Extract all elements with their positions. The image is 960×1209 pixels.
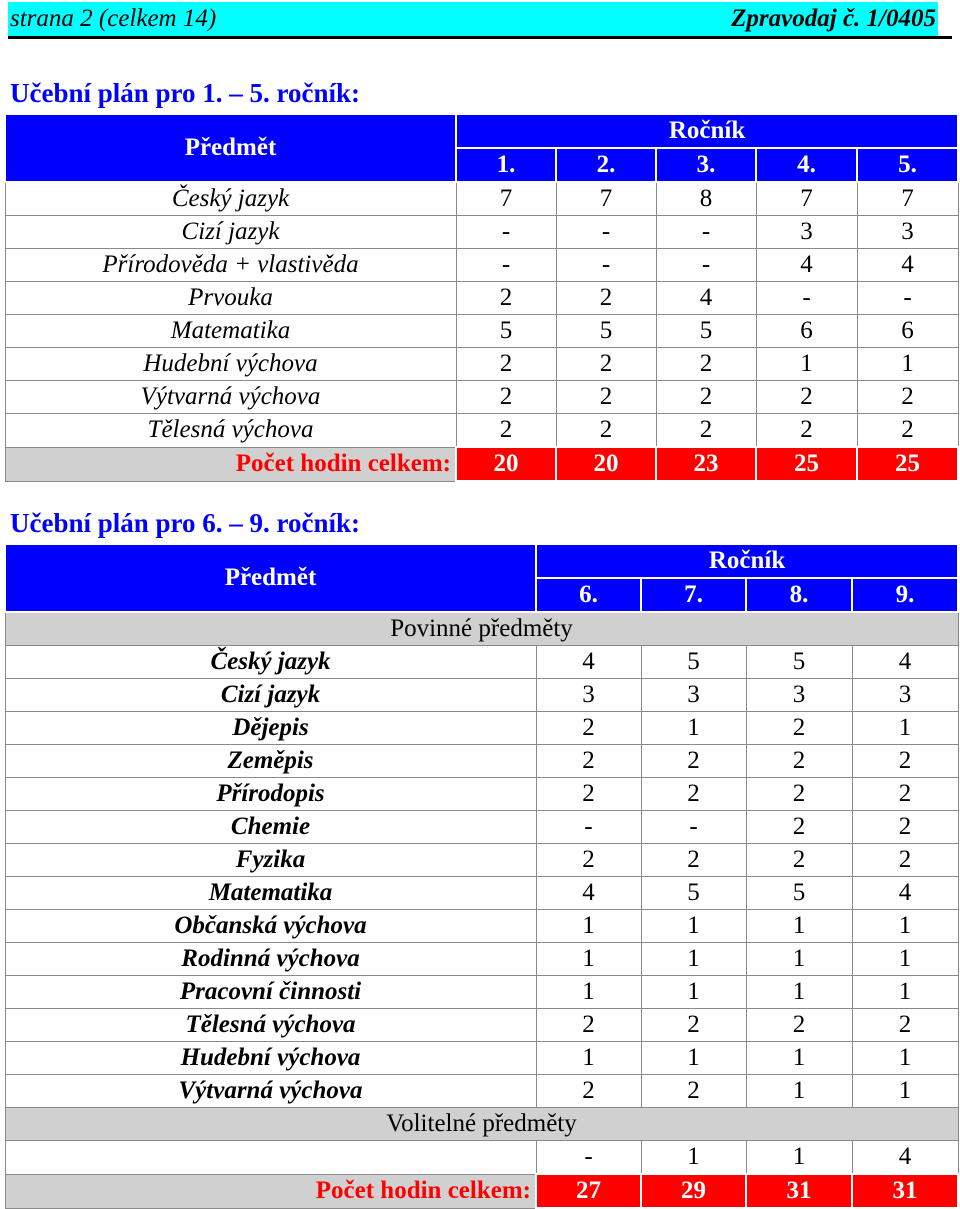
hours-cell: 6	[756, 315, 857, 348]
table-row	[5, 844, 958, 877]
hours-cell: 1	[746, 943, 852, 976]
table-row	[5, 976, 958, 1009]
table-row	[5, 910, 958, 943]
plan1-title: Učební plán pro 1. – 5. ročník:	[10, 78, 361, 108]
total-cell: 25	[756, 447, 857, 481]
hours-cell: 7	[556, 182, 656, 216]
hours-cell: 2	[852, 844, 958, 877]
total-cell: 25	[857, 447, 958, 481]
page-number: strana 2 (celkem 14)	[10, 5, 217, 32]
grade-group-header: Ročník	[456, 114, 958, 148]
mandatory-section-label: Povinné předměty	[5, 612, 958, 646]
hours-cell: 1	[852, 943, 958, 976]
hours-cell: 2	[857, 381, 958, 414]
hours-cell: 7	[456, 182, 556, 216]
hours-cell: 1	[746, 910, 852, 943]
hours-cell: 2	[656, 348, 756, 381]
header-row	[5, 114, 958, 148]
table-row	[5, 1009, 958, 1042]
subject-name: Zeměpis	[5, 745, 536, 778]
hours-cell: 2	[756, 414, 857, 448]
hours-cell: 1	[852, 976, 958, 1009]
header-row	[5, 544, 958, 578]
hours-cell: 2	[536, 844, 641, 877]
plan2-table	[4, 543, 959, 1209]
hours-cell: 5	[456, 315, 556, 348]
hours-cell: 2	[852, 1009, 958, 1042]
hours-cell: 2	[536, 712, 641, 745]
grade-column-header: 4.	[756, 148, 857, 182]
hours-cell: 4	[852, 646, 958, 679]
total-label: Počet hodin celkem:	[5, 447, 456, 481]
subject-name: Fyzika	[5, 844, 536, 877]
subject-name: Výtvarná výchova	[5, 381, 456, 414]
grade-column-header: 3.	[656, 148, 756, 182]
hours-cell: 2	[641, 778, 746, 811]
table-row	[5, 348, 958, 381]
hours-cell: -	[656, 249, 756, 282]
grade-column-header: 5.	[857, 148, 958, 182]
hours-cell: 1	[746, 1141, 852, 1175]
table-row	[5, 381, 958, 414]
hours-cell: 3	[852, 679, 958, 712]
subject-name: Chemie	[5, 811, 536, 844]
table-row	[5, 414, 958, 448]
hours-cell: 2	[641, 1009, 746, 1042]
hours-cell: 2	[556, 381, 656, 414]
hours-cell: 2	[746, 712, 852, 745]
elective-row	[5, 1141, 958, 1175]
hours-cell: 7	[857, 182, 958, 216]
hours-cell: 2	[852, 811, 958, 844]
elective-subject-cell	[5, 1141, 536, 1175]
hours-cell: 4	[536, 646, 641, 679]
hours-cell: 1	[641, 976, 746, 1009]
table-row	[5, 712, 958, 745]
table-row	[5, 1042, 958, 1075]
hours-cell: -	[857, 282, 958, 315]
hours-cell: 2	[536, 1075, 641, 1108]
hours-cell: 2	[556, 348, 656, 381]
hours-cell: 4	[852, 877, 958, 910]
subject-name: Občanská výchova	[5, 910, 536, 943]
grade-column-header: 8.	[746, 578, 852, 612]
table-row	[5, 315, 958, 348]
table-row	[5, 877, 958, 910]
hours-cell: 1	[641, 943, 746, 976]
hours-cell: 1	[857, 348, 958, 381]
plan2-title: Učební plán pro 6. – 9. ročník:	[10, 508, 361, 538]
total-cell: 27	[536, 1174, 641, 1208]
hours-cell: 2	[536, 778, 641, 811]
hours-cell: 4	[857, 249, 958, 282]
hours-cell: 1	[852, 1075, 958, 1108]
table-row	[5, 943, 958, 976]
hours-cell: 3	[746, 679, 852, 712]
hours-cell: 1	[641, 910, 746, 943]
section-row	[5, 612, 958, 646]
hours-cell: 2	[656, 381, 756, 414]
hours-cell: 1	[536, 976, 641, 1009]
total-cell: 29	[641, 1174, 746, 1208]
grade-column-header: 1.	[456, 148, 556, 182]
hours-cell: 2	[746, 844, 852, 877]
hours-cell: 2	[456, 282, 556, 315]
hours-cell: 1	[536, 910, 641, 943]
plan1-table	[4, 113, 959, 482]
hours-cell: 2	[641, 745, 746, 778]
header-rule	[938, 36, 952, 39]
total-cell: 23	[656, 447, 756, 481]
subject-name: Matematika	[5, 877, 536, 910]
hours-cell: 3	[857, 216, 958, 249]
hours-cell: 4	[852, 1141, 958, 1175]
hours-cell: 1	[746, 1075, 852, 1108]
hours-cell: 1	[852, 1042, 958, 1075]
hours-cell: -	[556, 216, 656, 249]
hours-cell: 5	[746, 646, 852, 679]
subject-name: Pracovní činnosti	[5, 976, 536, 1009]
total-cell: 20	[456, 447, 556, 481]
grade-group-header: Ročník	[536, 544, 958, 578]
hours-cell: 2	[556, 282, 656, 315]
hours-cell: 2	[746, 745, 852, 778]
hours-cell: 1	[756, 348, 857, 381]
hours-cell: 5	[746, 877, 852, 910]
subject-name: Výtvarná výchova	[5, 1075, 536, 1108]
hours-cell: 2	[456, 348, 556, 381]
table-row	[5, 679, 958, 712]
hours-cell: 1	[641, 712, 746, 745]
table-row	[5, 182, 958, 216]
hours-cell: 2	[641, 1075, 746, 1108]
hours-cell: 2	[746, 811, 852, 844]
hours-cell: 1	[641, 1141, 746, 1175]
hours-cell: 2	[641, 844, 746, 877]
grade-column-header: 7.	[641, 578, 746, 612]
hours-cell: 1	[852, 712, 958, 745]
hours-cell: 1	[852, 910, 958, 943]
page-header	[8, 2, 938, 39]
subject-name: Rodinná výchova	[5, 943, 536, 976]
subject-name: Matematika	[5, 315, 456, 348]
subject-name: Hudební výchova	[5, 1042, 536, 1075]
subject-name: Cizí jazyk	[5, 216, 456, 249]
total-label: Počet hodin celkem:	[5, 1174, 536, 1208]
grade-column-header: 2.	[556, 148, 656, 182]
subject-name: Dějepis	[5, 712, 536, 745]
total-cell: 31	[746, 1174, 852, 1208]
hours-cell: 1	[746, 976, 852, 1009]
subject-name: Český jazyk	[5, 182, 456, 216]
grade-column-header: 9.	[852, 578, 958, 612]
hours-cell: 2	[852, 745, 958, 778]
hours-cell: 6	[857, 315, 958, 348]
hours-cell: 1	[536, 1042, 641, 1075]
hours-cell: 5	[641, 646, 746, 679]
hours-cell: 2	[857, 414, 958, 448]
hours-cell: -	[656, 216, 756, 249]
hours-cell: -	[756, 282, 857, 315]
hours-cell: 4	[756, 249, 857, 282]
hours-cell: 4	[656, 282, 756, 315]
hours-cell: 8	[656, 182, 756, 216]
subject-name: Tělesná výchova	[5, 1009, 536, 1042]
hours-cell: -	[456, 249, 556, 282]
subject-name: Hudební výchova	[5, 348, 456, 381]
total-row	[5, 1174, 958, 1208]
table-row	[5, 249, 958, 282]
table-row	[5, 216, 958, 249]
subject-column-header: Předmět	[5, 544, 536, 612]
hours-cell: 5	[656, 315, 756, 348]
table-row	[5, 646, 958, 679]
section-row	[5, 1108, 958, 1141]
table-row	[5, 811, 958, 844]
hours-cell: 2	[756, 381, 857, 414]
table-row	[5, 778, 958, 811]
hours-cell: 2	[746, 1009, 852, 1042]
hours-cell: 3	[756, 216, 857, 249]
hours-cell: -	[456, 216, 556, 249]
hours-cell: 7	[756, 182, 857, 216]
hours-cell: -	[556, 249, 656, 282]
hours-cell: -	[536, 811, 641, 844]
hours-cell: 1	[641, 1042, 746, 1075]
subject-name: Přírodopis	[5, 778, 536, 811]
subject-name: Přírodověda + vlastivěda	[5, 249, 456, 282]
hours-cell: 5	[556, 315, 656, 348]
grade-column-header: 6.	[536, 578, 641, 612]
subject-name: Prvouka	[5, 282, 456, 315]
table-row	[5, 745, 958, 778]
hours-cell: 3	[641, 679, 746, 712]
table-row	[5, 1075, 958, 1108]
subject-name: Český jazyk	[5, 646, 536, 679]
hours-cell: 2	[746, 778, 852, 811]
total-cell: 31	[852, 1174, 958, 1208]
hours-cell: 3	[536, 679, 641, 712]
hours-cell: 2	[456, 414, 556, 448]
hours-cell: 2	[656, 414, 756, 448]
hours-cell: 4	[536, 877, 641, 910]
subject-name: Tělesná výchova	[5, 414, 456, 448]
hours-cell: 2	[456, 381, 556, 414]
hours-cell: -	[641, 811, 746, 844]
hours-cell: 5	[641, 877, 746, 910]
elective-section-label: Volitelné předměty	[5, 1108, 958, 1141]
table-row	[5, 282, 958, 315]
hours-cell: 1	[536, 943, 641, 976]
subject-column-header: Předmět	[5, 114, 456, 182]
hours-cell: 2	[536, 1009, 641, 1042]
hours-cell: 2	[556, 414, 656, 448]
newsletter-issue: Zpravodaj č. 1/0405	[731, 5, 936, 32]
subject-name: Cizí jazyk	[5, 679, 536, 712]
hours-cell: 1	[746, 1042, 852, 1075]
hours-cell: -	[536, 1141, 641, 1175]
total-cell: 20	[556, 447, 656, 481]
hours-cell: 2	[852, 778, 958, 811]
total-row	[5, 447, 958, 481]
hours-cell: 2	[536, 745, 641, 778]
